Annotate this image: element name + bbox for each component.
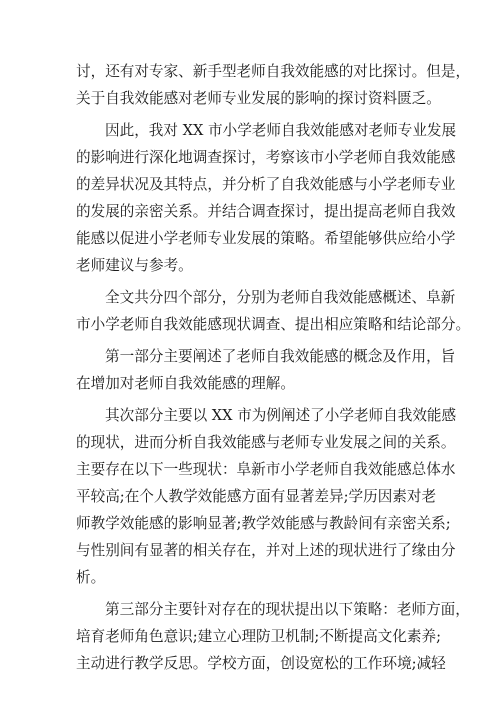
paragraph-6-line-1: 第三部分主要针对存在的现状提出以下策略：老师方面， [105,601,470,618]
paragraph-4-line-1: 第一部分主要阐述了老师自我效能感的概念及作用，旨 [105,348,456,365]
paragraph-5-line-7: 析。 [76,569,106,586]
paragraph-5-line-2: 的现状，进而分析自我效能感与老师专业发展之间的关系。 [76,434,456,451]
paragraph-5-line-6: 与性别间有显著的相关存在，并对上述的现状进行了缘由分 [76,542,456,559]
document-body [76,58,471,677]
paragraph-1-line-1: 讨，还有对专家、新手型老师自我效能感的对比探讨。但是， [76,63,471,80]
paragraph-6-line-3: 主动进行教学反思。学校方面，创设宽松的工作环境;减轻 [76,655,446,672]
paragraph-1-line-2: 关于自我效能感对老师专业发展的影响的探讨资料匮乏。 [76,90,441,107]
paragraph-3-line-2: 市小学老师自我效能感现状调查、提出相应策略和结论部分。 [76,316,471,333]
paragraph-2-line-4: 的发展的亲密关系。并结合调查探讨，提出提高老师自我效 [76,203,456,220]
paragraph-2-line-1: 因此，我对 XX 市小学老师自我效能感对老师专业发展 [105,122,457,139]
paragraph-2-line-5: 能感以促进小学老师专业发展的策略。希望能够供应给小学 [76,230,456,247]
paragraph-5-line-4: 平较高;在个人教学效能感方面有显著差异;学历因素对老 [76,488,437,505]
paragraph-4-line-2: 在增加对老师自我效能感的理解。 [76,375,295,392]
paragraph-2-line-6: 老师建议与参考。 [76,257,193,274]
paragraph-2-line-2: 的影响进行深化地调查探讨，考察该市小学老师自我效能感 [76,149,456,166]
paragraph-3-line-1: 全文共分四个部分，分别为老师自我效能感概述、阜新 [105,289,456,306]
paragraph-5-line-3: 主要存在以下一些现状：阜新市小学老师自我效能感总体水 [76,461,456,478]
paragraph-2-line-3: 的差异状况及其特点，并分析了自我效能感与小学老师专业 [76,176,456,193]
paragraph-6-line-2: 培育老师角色意识;建立心理防卫机制;不断提高文化素养; [76,628,442,645]
paragraph-5-line-1: 其次部分主要以 XX 市为例阐述了小学老师自我效能感 [105,407,457,424]
paragraph-5-line-5: 师教学效能感的影响显著;教学效能感与教龄间有亲密关系; [76,515,451,532]
